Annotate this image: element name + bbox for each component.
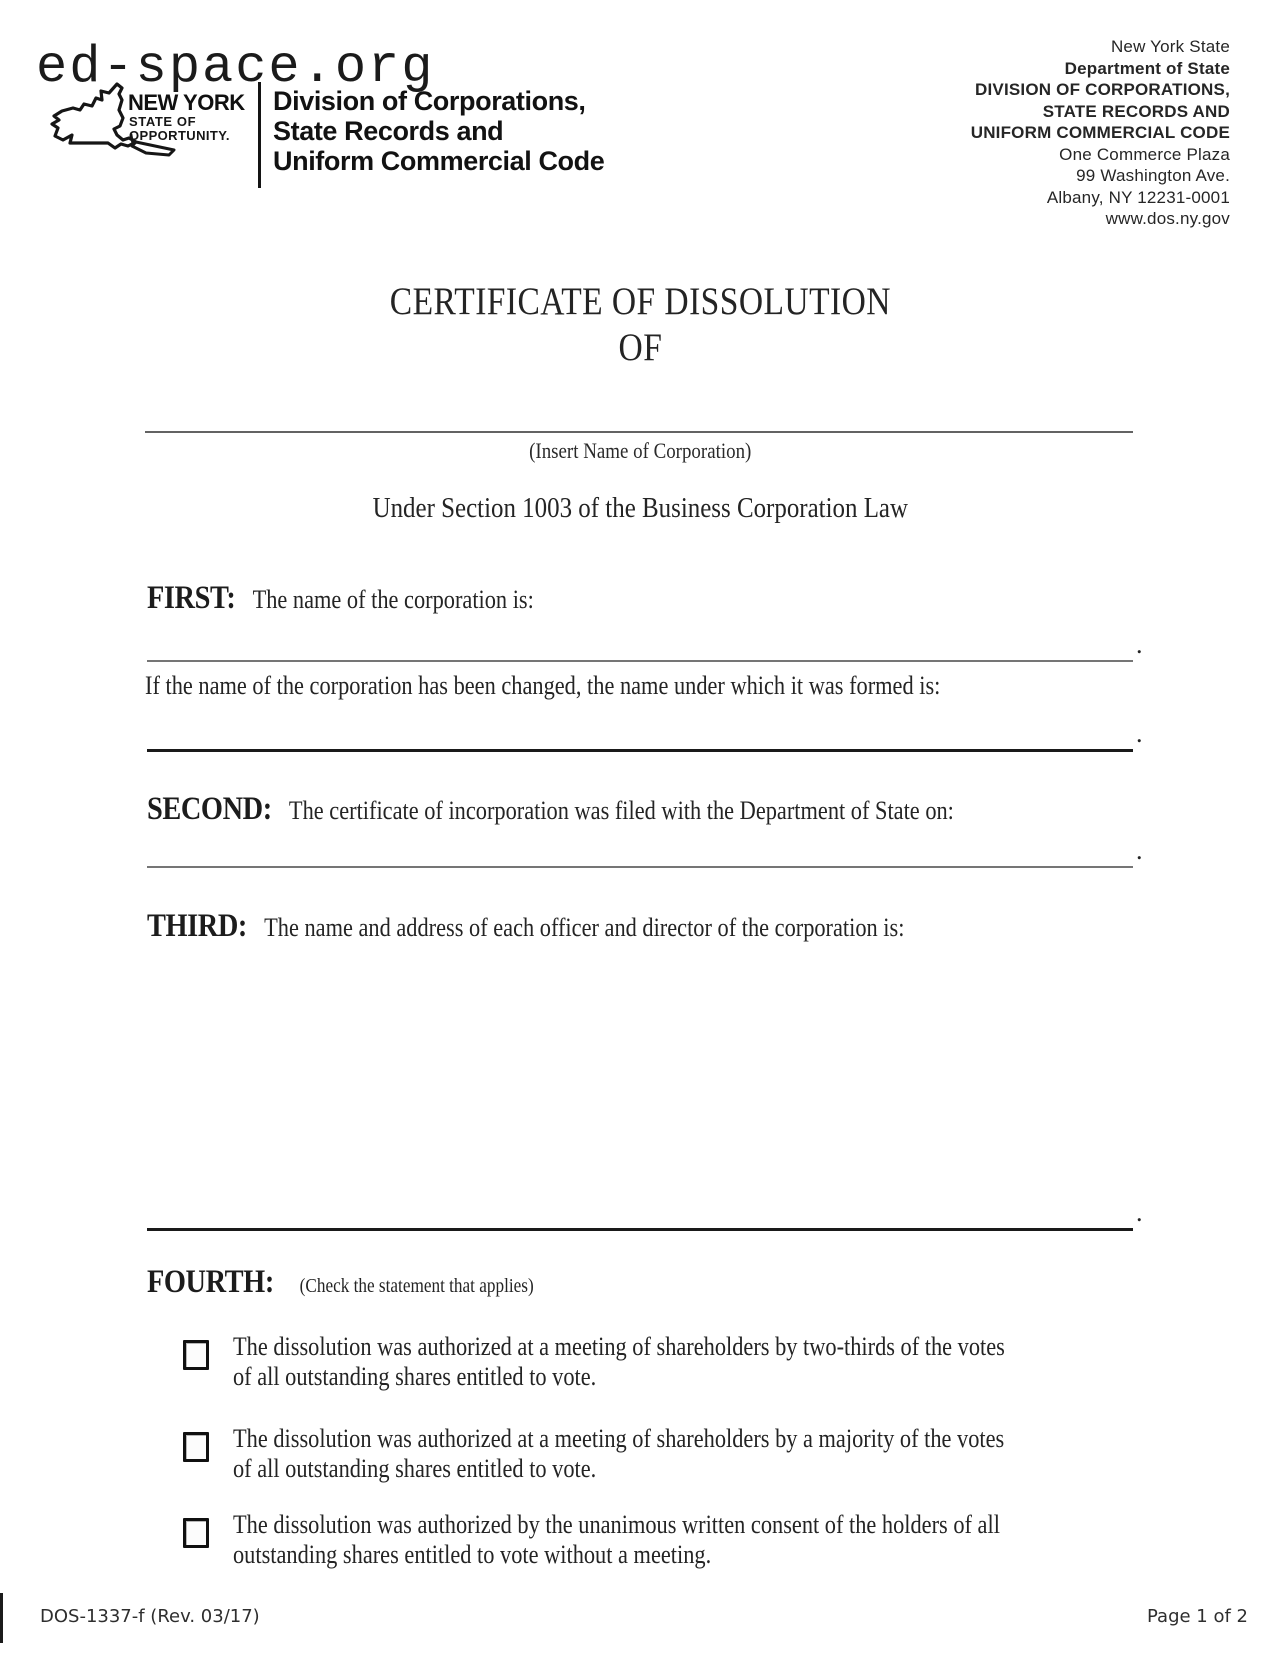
- sentence-period: .: [1136, 630, 1143, 659]
- form-title-line1: CERTIFICATE OF DISSOLUTION: [389, 280, 891, 323]
- form-number: DOS-1337-f (Rev. 03/17): [40, 1606, 260, 1627]
- insert-corporation-name-field[interactable]: [145, 431, 1133, 433]
- section-first-label: FIRST:: [147, 580, 236, 616]
- section-second: [147, 791, 1085, 828]
- dissolution-option-two-thirds-checkbox[interactable]: [183, 1340, 209, 1370]
- corporation-name-field[interactable]: [147, 660, 1133, 662]
- page-indicator: Page 1 of 2: [1147, 1606, 1248, 1627]
- logo-tagline-line2: OPPORTUNITY.: [129, 128, 230, 143]
- logo-state-name: NEW YORK: [128, 90, 245, 115]
- dissolution-option-unanimous-consent-checkbox[interactable]: [183, 1518, 209, 1548]
- page-edge-artifact: [0, 1593, 3, 1643]
- logo-divider: [258, 82, 261, 188]
- section-first-text: The name of the corporation is:: [252, 585, 534, 614]
- form-title: [145, 279, 1135, 371]
- agency-line: New York State: [1110, 37, 1230, 56]
- dissolution-option-majority-text: The dissolution was authorized at a meeting of shareholders by a majority of the votes of all outstanding shares entitled to vote.: [233, 1424, 1005, 1483]
- logo-tagline-line1: STATE OF: [129, 114, 197, 129]
- name-changed-paragraph: If the name of the corporation has been changed, the name under which it was formed is:: [145, 671, 941, 700]
- agency-line: DIVISION OF CORPORATIONS,: [975, 80, 1230, 99]
- section-third-label: THIRD:: [147, 908, 247, 944]
- site-watermark: ed-space.org: [36, 38, 435, 97]
- former-name-field[interactable]: [147, 749, 1133, 752]
- agency-line: Albany, NY 12231-0001: [1046, 187, 1230, 207]
- section-fourth-label: FOURTH:: [147, 1264, 274, 1300]
- division-title-line: Division of Corporations,: [273, 86, 586, 116]
- form-subtitle: Under Section 1003 of the Business Corporation Law: [372, 492, 908, 524]
- division-title: [273, 86, 604, 176]
- agency-line: UNIFORM COMMERCIAL CODE: [970, 123, 1230, 142]
- sentence-period: .: [1136, 1198, 1143, 1227]
- sentence-period: .: [1136, 836, 1143, 865]
- agency-website: www.dos.ny.gov: [1105, 209, 1230, 228]
- section-second-text: The certificate of incorporation was filed with the Department of State on:: [288, 796, 954, 825]
- division-title-line: State Records and: [273, 116, 504, 146]
- section-second-label: SECOND:: [147, 791, 272, 827]
- dissolution-option-unanimous-consent-text: The dissolution was authorized by the unanimous written consent of the holders of all outstanding shares entitled to vote without a meeting.: [233, 1510, 1000, 1569]
- officers-directors-field[interactable]: [147, 1228, 1133, 1231]
- sentence-period: .: [1136, 719, 1143, 748]
- agency-address-block: [971, 36, 1230, 230]
- dissolution-option-majority-checkbox[interactable]: [183, 1432, 209, 1462]
- section-fourth-instruction: (Check the statement that applies): [299, 1275, 534, 1297]
- division-title-line: Uniform Commercial Code: [273, 146, 605, 176]
- agency-line: 99 Washington Ave.: [1076, 166, 1230, 185]
- agency-line: STATE RECORDS AND: [1042, 101, 1230, 121]
- section-third-text: The name and address of each officer and director of the corporation is:: [264, 913, 905, 942]
- agency-line: Department of State: [1064, 58, 1230, 78]
- corporation-name-caption: (Insert Name of Corporation): [528, 438, 752, 463]
- incorporation-date-field[interactable]: [147, 866, 1133, 868]
- dissolution-option-two-thirds-text: The dissolution was authorized at a meeting of shareholders by two-thirds of the votes of all outstanding shares entitled to vote.: [233, 1332, 1005, 1391]
- section-fourth: [147, 1264, 597, 1301]
- section-first: [147, 580, 597, 617]
- agency-line: One Commerce Plaza: [1059, 144, 1230, 164]
- section-third: [147, 908, 1028, 945]
- form-title-line2: OF: [618, 326, 662, 369]
